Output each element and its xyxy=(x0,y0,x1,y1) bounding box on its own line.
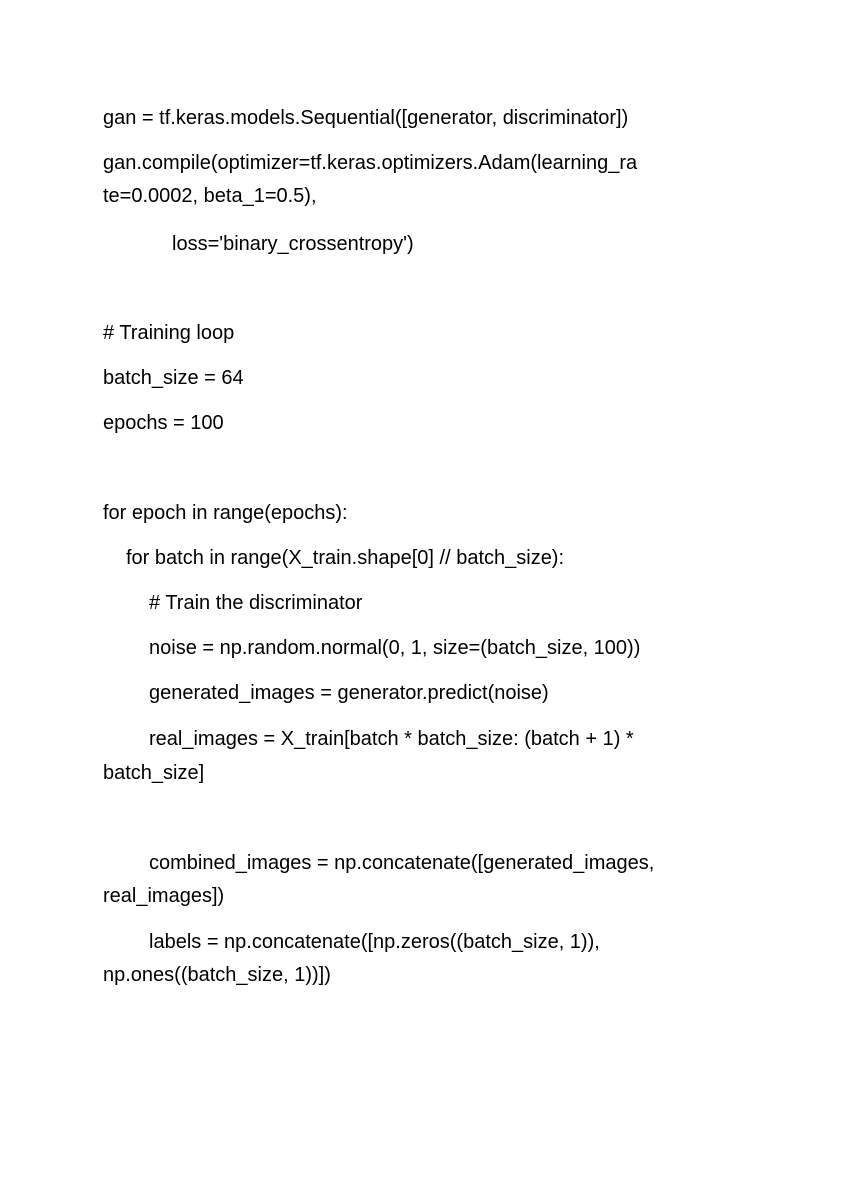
code-line-labels: labels = np.concatenate([np.zeros((batch_size, 1)), xyxy=(149,931,600,953)
code-line-for-batch: for batch in range(X_train.shape[0] // batch_size): xyxy=(126,547,565,569)
code-line-for-epoch: for epoch in range(epochs): xyxy=(103,502,348,524)
code-line-batch-size: batch_size = 64 xyxy=(103,367,244,389)
code-line-labels-cont: np.ones((batch_size, 1))]) xyxy=(103,964,331,986)
code-line-generated-images: generated_images = generator.predict(noise) xyxy=(149,682,549,704)
code-line-real-images: real_images = X_train[batch * batch_size: (batch + 1) * xyxy=(149,728,634,750)
code-line-loss: loss='binary_crossentropy') xyxy=(172,233,414,255)
code-line-combined-images: combined_images = np.concatenate([generated_images, xyxy=(149,852,655,874)
code-line-combined-images-cont: real_images]) xyxy=(103,885,225,907)
code-line-gan-sequential: gan = tf.keras.models.Sequential([generator, discriminator]) xyxy=(103,107,629,129)
code-line-epochs: epochs = 100 xyxy=(103,412,224,434)
code-comment-training-loop: # Training loop xyxy=(103,322,235,344)
code-line-gan-compile: gan.compile(optimizer=tf.keras.optimizers.Adam(learning_ra xyxy=(103,152,638,174)
code-line-noise: noise = np.random.normal(0, 1, size=(batch_size, 100)) xyxy=(149,637,641,659)
code-line-real-images-cont: batch_size] xyxy=(103,762,205,784)
code-comment-train-discriminator: # Train the discriminator xyxy=(149,592,363,614)
code-line-gan-compile-cont: te=0.0002, beta_1=0.5), xyxy=(103,185,317,207)
